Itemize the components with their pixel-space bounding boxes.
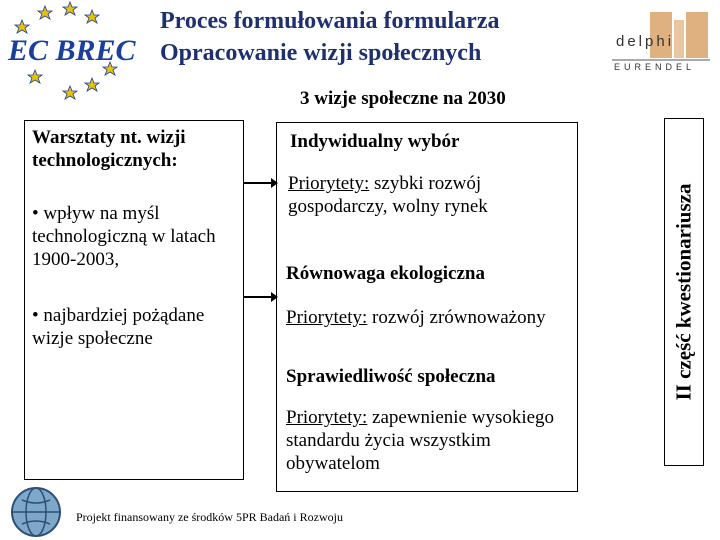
vision-priorities (286, 406, 566, 475)
priorities-text: zapewnienie wysokiego standardu życia wszystkim obywatelom (286, 407, 555, 474)
workshop-heading: Warsztaty nt. wizji technologicznych: (32, 127, 186, 171)
vision-priorities (286, 306, 546, 329)
star-icon (15, 20, 29, 33)
vision-title: Indywidualny wybór (290, 131, 460, 152)
priorities-label: Priorytety: (286, 407, 368, 428)
star-icon (85, 78, 99, 91)
workshop-bullet: • najbardziej pożądane wizje społeczne (32, 305, 205, 349)
ec-brec-logo-text: EC BREC (8, 34, 136, 67)
page-title-line2: Opracowanie wizji społecznych (160, 40, 482, 66)
globe-icon (8, 484, 64, 540)
star-icon (63, 86, 77, 99)
page-title-line1: Proces formułowania formularza (160, 8, 500, 34)
priorities-label: Priorytety: (286, 307, 368, 328)
delphi-logo-text: delphi (616, 33, 675, 50)
vision-title: Sprawiedliwość społeczna (286, 366, 496, 387)
vision-priorities (288, 172, 558, 218)
vision-title: Równowaga ekologiczna (286, 263, 485, 284)
arrow-right-icon (244, 296, 276, 298)
workshop-panel (24, 120, 244, 480)
priorities-text: szybki rozwój gospodarczy, wolny rynek (288, 173, 488, 217)
star-icon (28, 70, 42, 83)
section-subtitle: 3 wizje społeczne na 2030 (300, 88, 506, 109)
side-label: II część kwestionariusza (671, 183, 696, 401)
star-icon (63, 2, 77, 15)
footer-text: Projekt finansowany ze środków 5PR Badań i Rozwoju (76, 510, 343, 524)
priorities-label: Priorytety: (288, 173, 370, 194)
workshop-bullet: • wpływ na myśl technologiczną w latach 1900-2003, (32, 203, 216, 270)
star-icon (85, 10, 99, 23)
arrow-right-icon (244, 182, 276, 184)
eurendel-logo-text: EURENDEL (614, 62, 696, 72)
priorities-text: rozwój zrównoważony (367, 307, 546, 328)
star-icon (38, 6, 52, 19)
